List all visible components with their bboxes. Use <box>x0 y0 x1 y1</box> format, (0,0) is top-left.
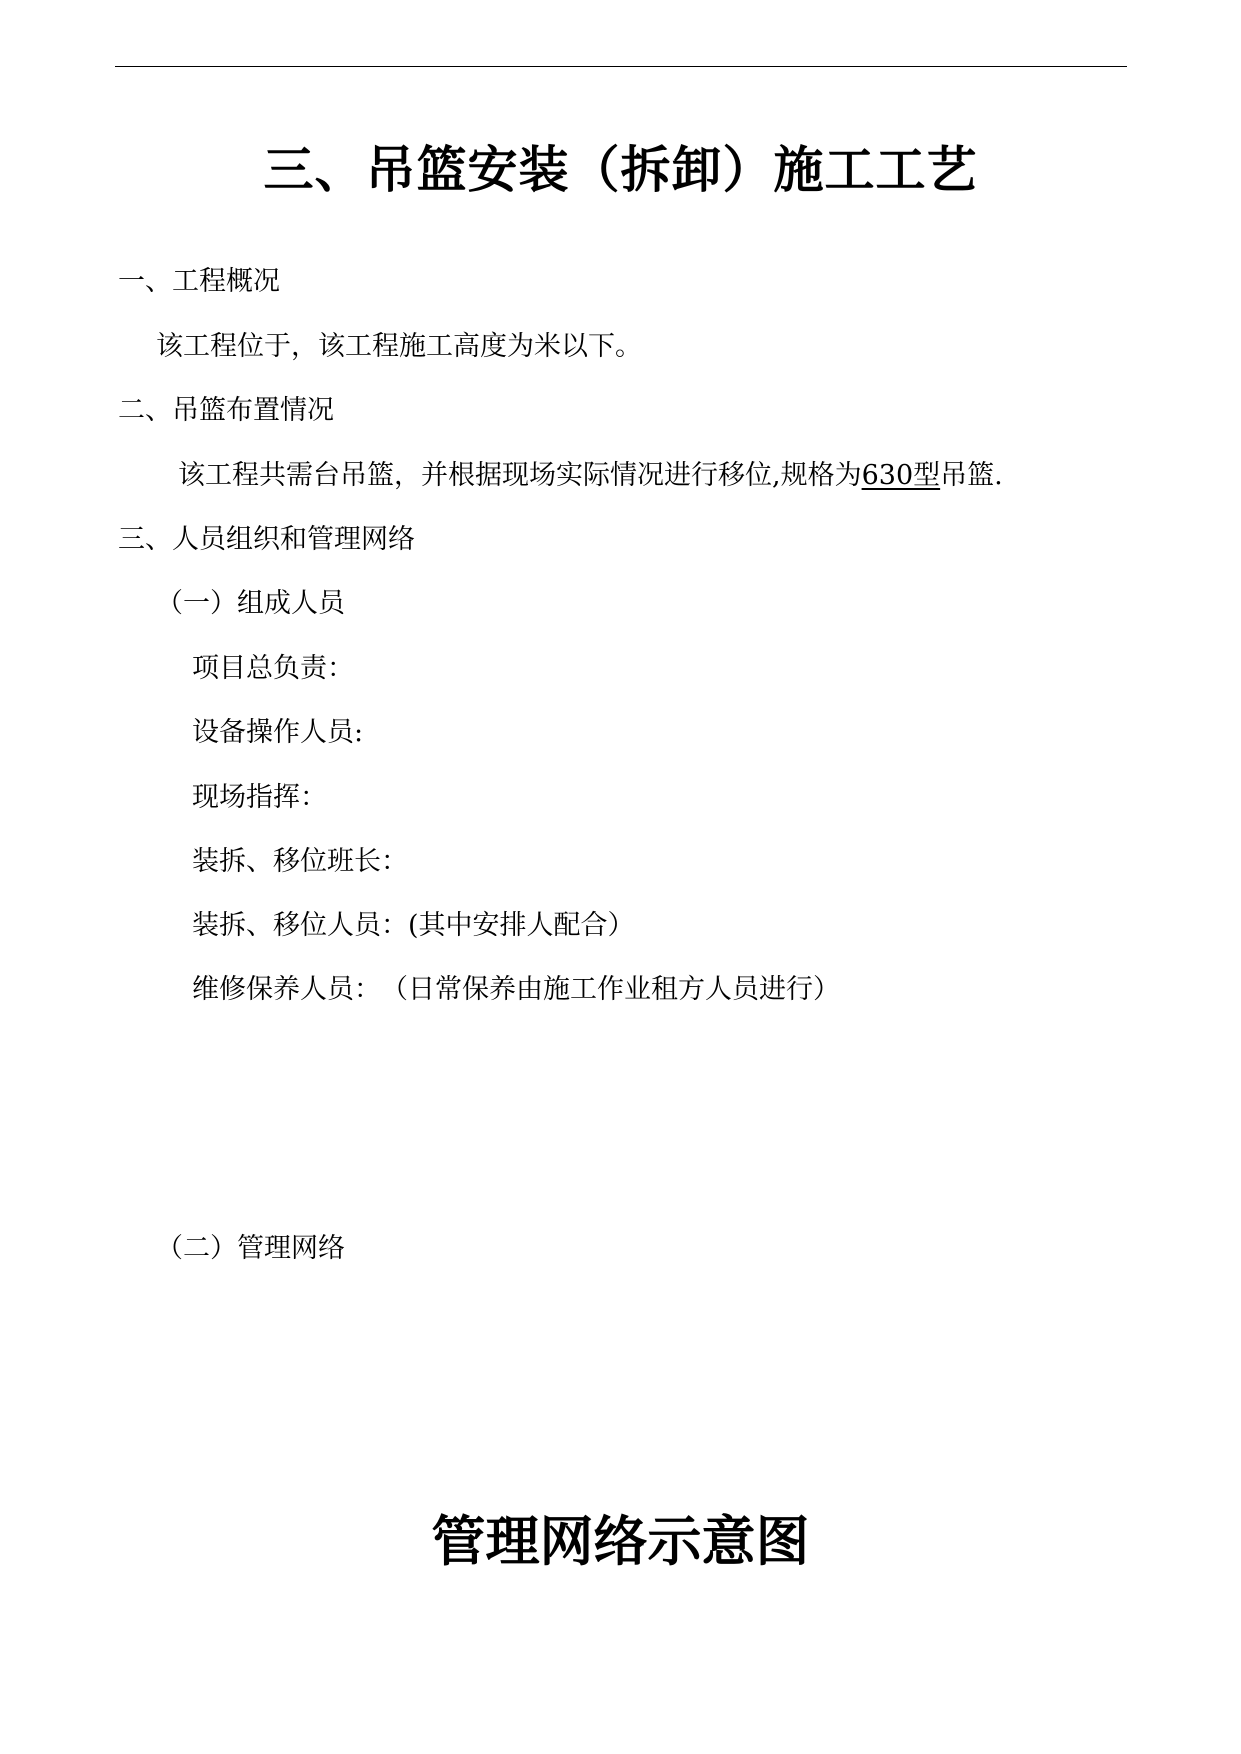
header-rule <box>115 66 1127 67</box>
overview-heading: 一、工程概况 <box>118 266 280 297</box>
member-item: 设备操作人员: <box>192 717 364 748</box>
member-item: 维修保养人员： （日常保养由施工作业租方人员进行） <box>192 974 840 1005</box>
members-subheading: （一）组成人员 <box>156 588 345 619</box>
personnel-heading: 三、人员组织和管理网络 <box>118 524 415 555</box>
diagram-title: 管理网络示意图 <box>431 1510 810 1573</box>
layout-heading: 二、吊篮布置情况 <box>118 395 334 426</box>
overview-text: 该工程位于，该工程施工高度为米以下。 <box>156 331 642 362</box>
member-item: 现场指挥： <box>192 782 327 813</box>
member-item: 装拆、移位人员：(其中安排人配合） <box>192 910 635 941</box>
member-item: 装拆、移位班长： <box>192 846 408 877</box>
document-title: 三、吊篮安装（拆卸）施工工艺 <box>263 141 978 199</box>
layout-spec: 630型 <box>861 460 941 491</box>
layout-text-after: 吊篮. <box>940 460 1003 491</box>
layout-text-before: 该工程共需台吊篮，并根据现场实际情况进行移位,规格为 <box>178 460 862 491</box>
member-item: 项目总负责： <box>192 653 354 684</box>
layout-text <box>178 458 1003 494</box>
network-subheading: （二）管理网络 <box>156 1233 345 1264</box>
